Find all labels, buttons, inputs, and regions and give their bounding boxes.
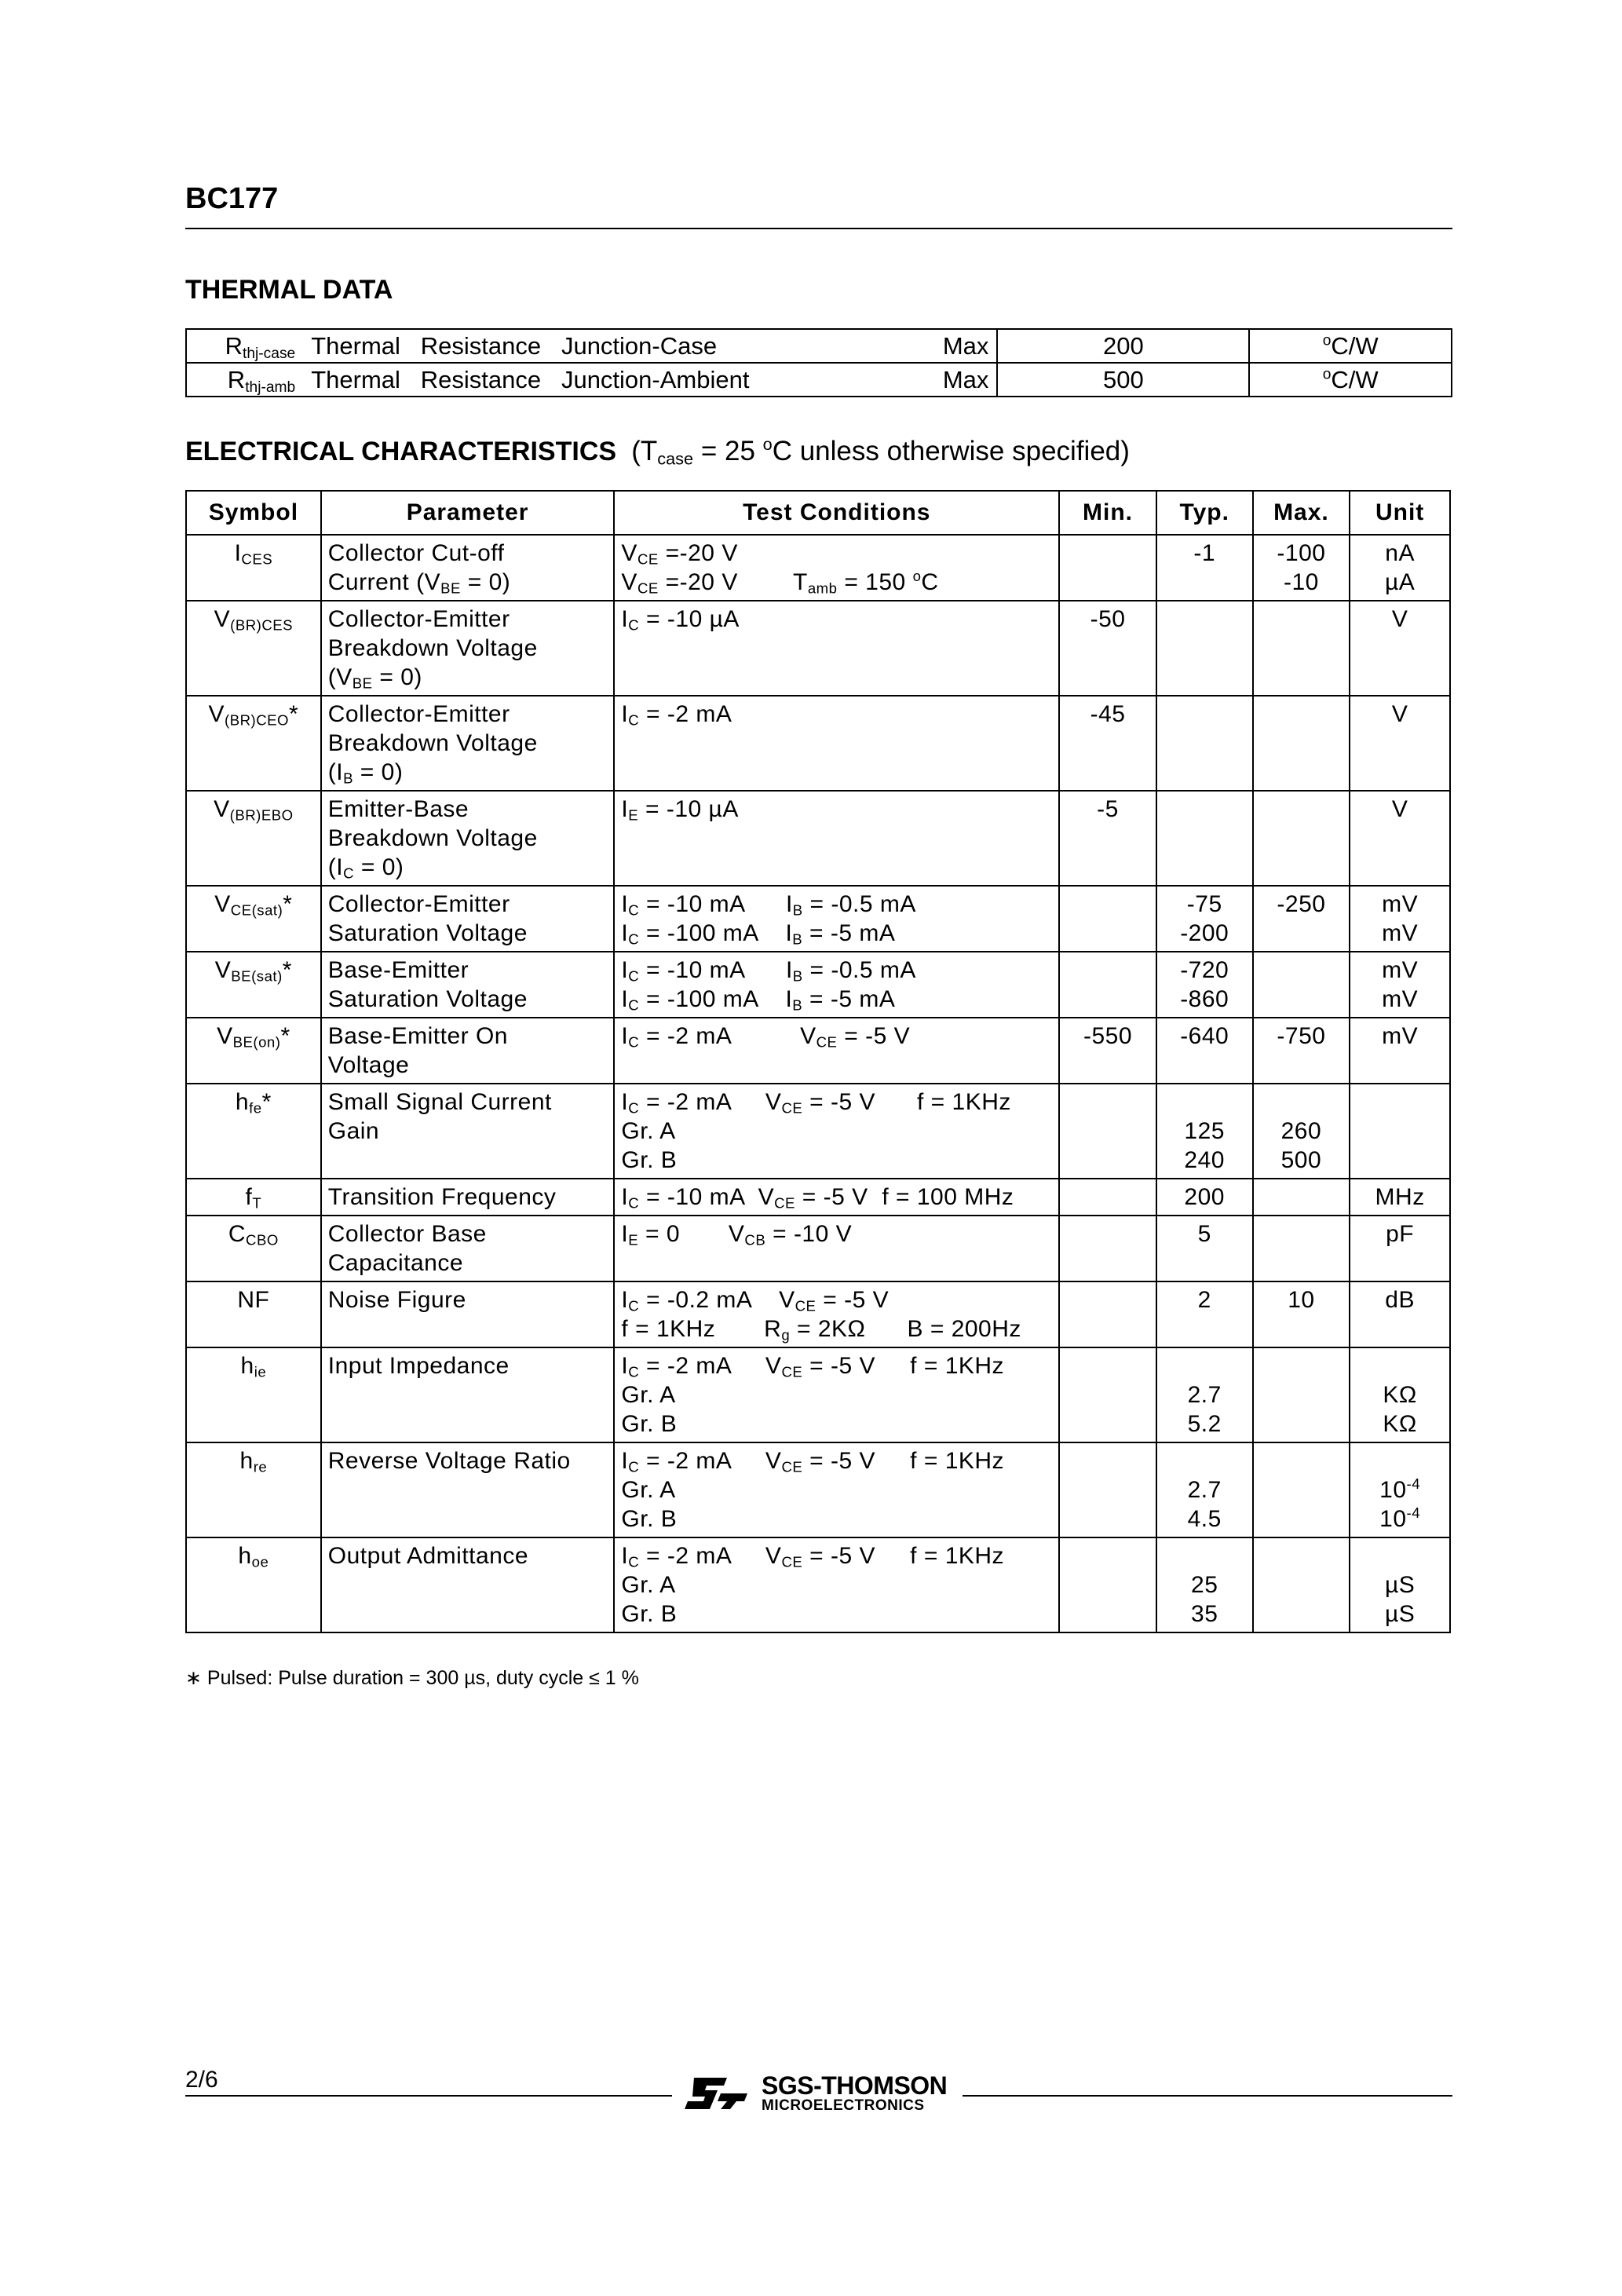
electrical-title bbox=[185, 433, 1130, 469]
thermal-table bbox=[185, 328, 1452, 397]
symbol-cell: $V_{(BR)CES}$ bbox=[186, 601, 321, 696]
symbol-cell: $h_{ie}$ bbox=[186, 1347, 321, 1442]
unit-cell: nA µA bbox=[1350, 535, 1450, 601]
header-rule bbox=[185, 228, 1452, 229]
parameter-cell: Small Signal Current Gain bbox=[321, 1084, 615, 1179]
parameter-cell: Collector-Emitter Breakdown Voltage $(V_{BE} = 0)$ bbox=[321, 601, 615, 696]
column-header: Typ. bbox=[1156, 491, 1253, 535]
condition-cell: $I_C = -2$ mA $V_{CE} = -5$ V f = 1KHz Gr. A Gr. B bbox=[614, 1347, 1059, 1442]
thermal-unit: $^o$C/W bbox=[1249, 363, 1452, 397]
parameter-cell: Collector-Emitter Breakdown Voltage $(I_B = 0)$ bbox=[321, 696, 615, 791]
table-row bbox=[186, 1537, 1450, 1632]
symbol-cell: $C_{CBO}$ bbox=[186, 1216, 321, 1281]
condition-cell: $I_C = -2$ mA $V_{CE} = -5$ V f = 1KHz Gr. A Gr. B bbox=[614, 1537, 1059, 1632]
symbol-cell: NF bbox=[186, 1281, 321, 1347]
max-cell: -750 bbox=[1253, 1018, 1350, 1084]
typ-cell: 2.7 5.2 bbox=[1156, 1347, 1253, 1442]
unit-cell: dB bbox=[1350, 1281, 1450, 1347]
symbol-cell: $V_{(BR)EBO}$ bbox=[186, 791, 321, 886]
condition-cell: $I_C = -0.2$ mA $V_{CE} = -5$ V f = 1KHz $R_g = 2K\Omega$ B = 200Hz bbox=[614, 1281, 1059, 1347]
min-cell bbox=[1059, 952, 1156, 1018]
symbol-cell: $V_{(BR)CEO}*$ bbox=[186, 696, 321, 791]
brand-subtitle: MICROELECTRONICS bbox=[762, 2097, 925, 2114]
electrical-title-text: ELECTRICAL CHARACTERISTICS bbox=[185, 437, 617, 466]
parameter-cell: Base-Emitter On Voltage bbox=[321, 1018, 615, 1084]
condition-cell: $I_E = -10$ µA bbox=[614, 791, 1059, 886]
min-cell bbox=[1059, 1537, 1156, 1632]
typ-cell bbox=[1156, 696, 1253, 791]
table-row bbox=[186, 1442, 1450, 1537]
thermal-unit: $^o$C/W bbox=[1249, 329, 1452, 363]
brand-logo bbox=[683, 2073, 947, 2113]
max-cell bbox=[1253, 1216, 1350, 1281]
thermal-value: 200 bbox=[997, 329, 1249, 363]
condition-cell: $I_C = -2$ mA $V_{CE} = -5$ V f = 1KHz Gr. A Gr. B bbox=[614, 1084, 1059, 1179]
max-cell bbox=[1253, 696, 1350, 791]
unit-cell bbox=[1350, 1084, 1450, 1179]
unit-cell: mV bbox=[1350, 1018, 1450, 1084]
table-row bbox=[186, 1179, 1450, 1216]
symbol-cell: $V_{BE(on)}*$ bbox=[186, 1018, 321, 1084]
table-row bbox=[186, 1018, 1450, 1084]
table-row bbox=[186, 535, 1450, 601]
max-cell bbox=[1253, 601, 1350, 696]
condition-cell: $V_{CE} =-20$ V $V_{CE} =-20$ V $T_{amb} = 150$ $^o$C bbox=[614, 535, 1059, 601]
unit-cell: mV mV bbox=[1350, 952, 1450, 1018]
column-header: Min. bbox=[1059, 491, 1156, 535]
electrical-table bbox=[185, 490, 1451, 1633]
max-cell: 10 bbox=[1253, 1281, 1350, 1347]
unit-cell: µS µS bbox=[1350, 1537, 1450, 1632]
min-cell bbox=[1059, 1347, 1156, 1442]
column-header: Symbol bbox=[186, 491, 321, 535]
unit-cell: mV mV bbox=[1350, 886, 1450, 952]
unit-cell: V bbox=[1350, 791, 1450, 886]
condition-cell: $I_C = -10$ mA $V_{CE} = -5$ V f = 100 MHz bbox=[614, 1179, 1059, 1216]
symbol-cell: $I_{CES}$ bbox=[186, 535, 321, 601]
table-row bbox=[186, 952, 1450, 1018]
table-row bbox=[186, 791, 1450, 886]
part-number: BC177 bbox=[185, 182, 279, 215]
typ-cell bbox=[1156, 601, 1253, 696]
min-cell: -50 bbox=[1059, 601, 1156, 696]
unit-cell: V bbox=[1350, 696, 1450, 791]
parameter-cell: Emitter-Base Breakdown Voltage $(I_C = 0)$ bbox=[321, 791, 615, 886]
min-cell bbox=[1059, 1442, 1156, 1537]
table-row bbox=[186, 696, 1450, 791]
typ-cell: 5 bbox=[1156, 1216, 1253, 1281]
max-cell bbox=[1253, 1442, 1350, 1537]
table-row bbox=[186, 1281, 1450, 1347]
min-cell: -550 bbox=[1059, 1018, 1156, 1084]
condition-cell: $I_C = -2$ mA bbox=[614, 696, 1059, 791]
max-cell: -250 bbox=[1253, 886, 1350, 952]
unit-cell: V bbox=[1350, 601, 1450, 696]
st-logo-icon bbox=[683, 2075, 749, 2112]
symbol-cell: $f_T$ bbox=[186, 1179, 321, 1216]
parameter-cell: Input Impedance bbox=[321, 1347, 615, 1442]
parameter-cell: Collector Cut-off Current $(V_{BE} = 0)$ bbox=[321, 535, 615, 601]
typ-cell: 25 35 bbox=[1156, 1537, 1253, 1632]
parameter-cell: Collector Base Capacitance bbox=[321, 1216, 615, 1281]
table-row bbox=[186, 1347, 1450, 1442]
typ-cell: 2 bbox=[1156, 1281, 1253, 1347]
min-cell bbox=[1059, 535, 1156, 601]
max-cell: 260 500 bbox=[1253, 1084, 1350, 1179]
symbol-cell: $h_{re}$ bbox=[186, 1442, 321, 1537]
table-row bbox=[186, 601, 1450, 696]
unit-cell: pF bbox=[1350, 1216, 1450, 1281]
footnote: ∗ Pulsed: Pulse duration = 300 µs, duty cycle ≤ 1 % bbox=[185, 1667, 639, 1689]
thermal-title: THERMAL DATA bbox=[185, 275, 393, 305]
typ-cell: -1 bbox=[1156, 535, 1253, 601]
parameter-cell: Noise Figure bbox=[321, 1281, 615, 1347]
unit-cell: $10^{-4}$ $10^{-4}$ bbox=[1350, 1442, 1450, 1537]
min-cell: -45 bbox=[1059, 696, 1156, 791]
symbol-cell: $V_{CE(sat)}*$ bbox=[186, 886, 321, 952]
thermal-row bbox=[186, 363, 1452, 397]
column-header: Max. bbox=[1253, 491, 1350, 535]
max-cell bbox=[1253, 1537, 1350, 1632]
thermal-parameter: Thermal Resistance Junction-Case bbox=[303, 329, 757, 363]
typ-cell: -75 -200 bbox=[1156, 886, 1253, 952]
min-cell bbox=[1059, 1216, 1156, 1281]
column-header: Unit bbox=[1350, 491, 1450, 535]
min-cell bbox=[1059, 1084, 1156, 1179]
thermal-row bbox=[186, 329, 1452, 363]
thermal-symbol: $R_{thj-amb}$ bbox=[186, 363, 303, 397]
thermal-symbol: $R_{thj-case}$ bbox=[186, 329, 303, 363]
thermal-parameter: Thermal Resistance Junction-Ambient bbox=[303, 363, 757, 397]
unit-cell: MHz bbox=[1350, 1179, 1450, 1216]
symbol-cell: $h_{fe}*$ bbox=[186, 1084, 321, 1179]
parameter-cell: Reverse Voltage Ratio bbox=[321, 1442, 615, 1537]
condition-cell: $I_C = -10$ µA bbox=[614, 601, 1059, 696]
condition-cell: $I_C = -10$ mA $I_B = -0.5$ mA $I_C = -100$ mA $I_B = -5$ mA bbox=[614, 952, 1059, 1018]
condition-cell: $I_C = -2$ mA $V_{CE} = -5$ V f = 1KHz Gr. A Gr. B bbox=[614, 1442, 1059, 1537]
thermal-value: 500 bbox=[997, 363, 1249, 397]
footer-rule-right bbox=[963, 2095, 1452, 2097]
min-cell bbox=[1059, 1281, 1156, 1347]
max-cell bbox=[1253, 791, 1350, 886]
thermal-condition: Max bbox=[757, 329, 997, 363]
typ-cell: 125 240 bbox=[1156, 1084, 1253, 1179]
symbol-cell: $h_{oe}$ bbox=[186, 1537, 321, 1632]
max-cell bbox=[1253, 1179, 1350, 1216]
brand-name: SGS-THOMSON bbox=[762, 2071, 948, 2100]
typ-cell: -640 bbox=[1156, 1018, 1253, 1084]
typ-cell: -720 -860 bbox=[1156, 952, 1253, 1018]
parameter-cell: Output Admittance bbox=[321, 1537, 615, 1632]
table-row bbox=[186, 886, 1450, 952]
footer-rule-left bbox=[185, 2095, 672, 2097]
column-header: Parameter bbox=[321, 491, 615, 535]
thermal-condition: Max bbox=[757, 363, 997, 397]
parameter-cell: Transition Frequency bbox=[321, 1179, 615, 1216]
symbol-cell: $V_{BE(sat)}*$ bbox=[186, 952, 321, 1018]
min-cell: -5 bbox=[1059, 791, 1156, 886]
parameter-cell: Collector-Emitter Saturation Voltage bbox=[321, 886, 615, 952]
max-cell: -100 -10 bbox=[1253, 535, 1350, 601]
typ-cell bbox=[1156, 791, 1253, 886]
min-cell bbox=[1059, 1179, 1156, 1216]
column-header: Test Conditions bbox=[614, 491, 1059, 535]
page-number: 2/6 bbox=[185, 2067, 218, 2093]
typ-cell: 200 bbox=[1156, 1179, 1253, 1216]
max-cell bbox=[1253, 1347, 1350, 1442]
electrical-conditions: ($T_{case} = 25$ $^o$C unless otherwise specified) bbox=[631, 433, 1130, 469]
unit-cell: KΩ KΩ bbox=[1350, 1347, 1450, 1442]
table-row bbox=[186, 1216, 1450, 1281]
min-cell bbox=[1059, 886, 1156, 952]
parameter-cell: Base-Emitter Saturation Voltage bbox=[321, 952, 615, 1018]
condition-cell: $I_E = 0$ $V_{CB} = -10$ V bbox=[614, 1216, 1059, 1281]
condition-cell: $I_C = -10$ mA $I_B = -0.5$ mA $I_C = -100$ mA $I_B = -5$ mA bbox=[614, 886, 1059, 952]
typ-cell: 2.7 4.5 bbox=[1156, 1442, 1253, 1537]
max-cell bbox=[1253, 952, 1350, 1018]
condition-cell: $I_C = -2$ mA $V_{CE} = -5$ V bbox=[614, 1018, 1059, 1084]
table-row bbox=[186, 1084, 1450, 1179]
